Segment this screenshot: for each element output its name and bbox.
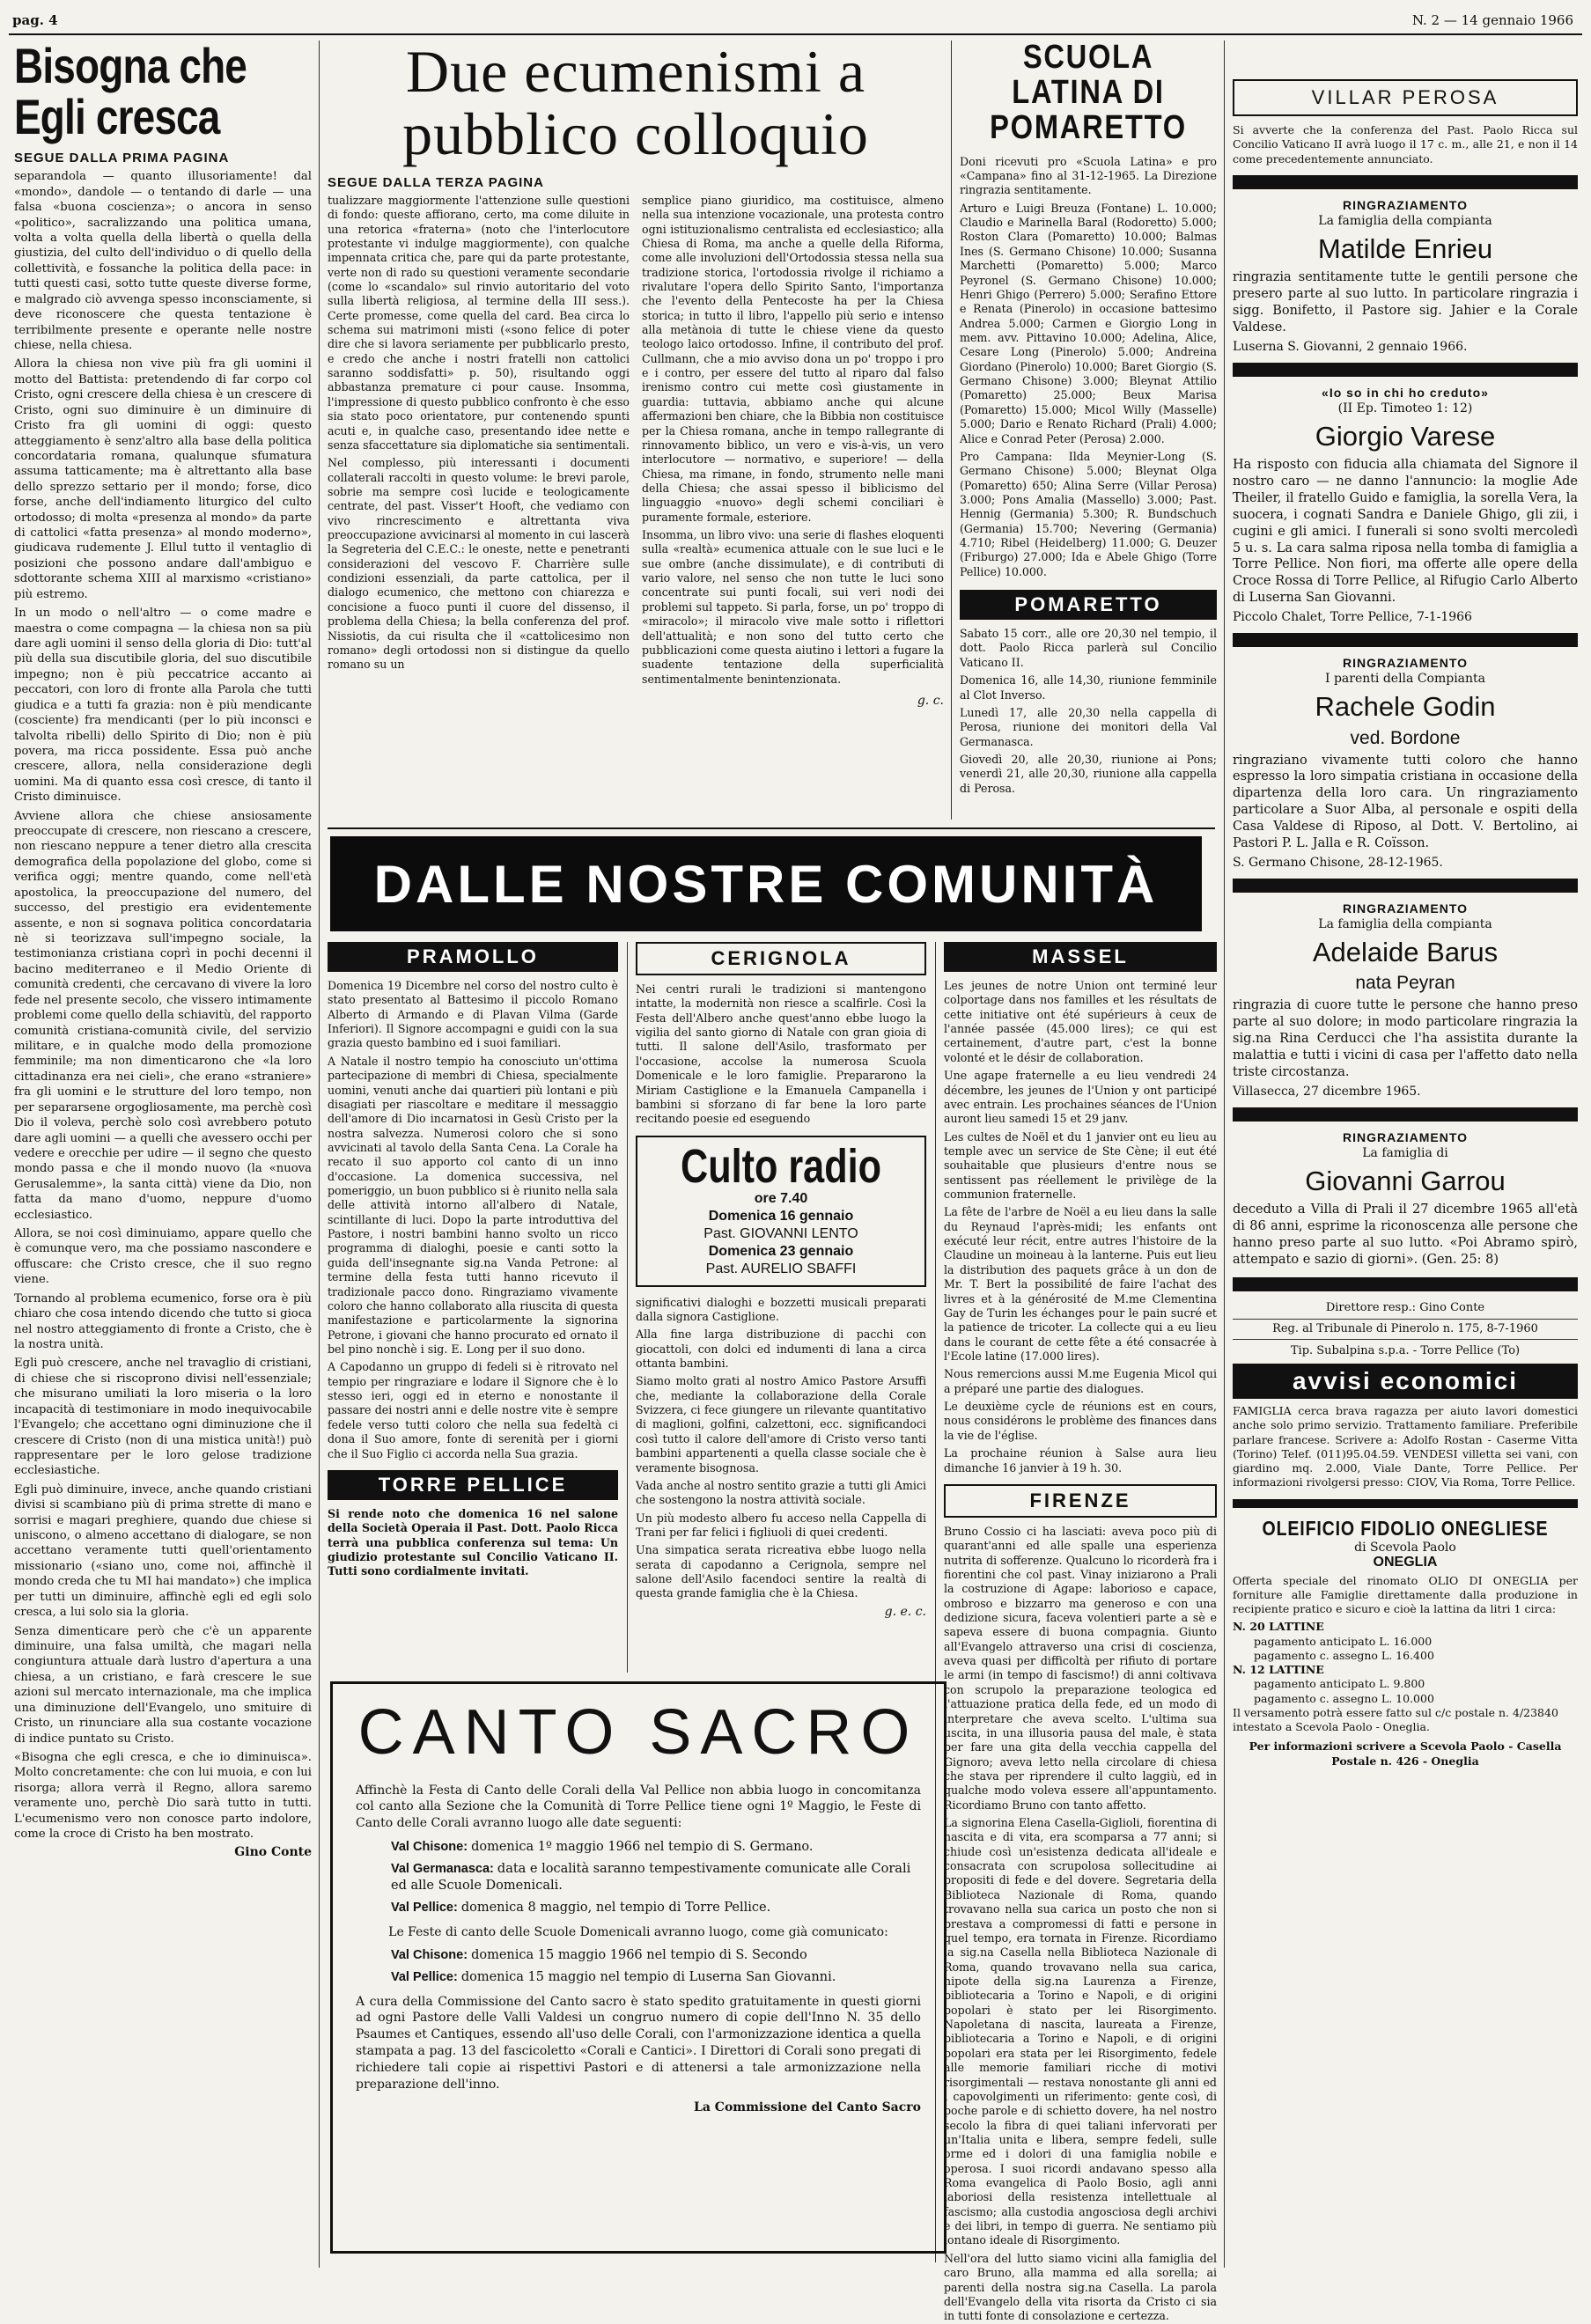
article-signature: Gino Conte: [234, 1845, 312, 1860]
announcement-subheading: La famiglia di: [1362, 1145, 1448, 1160]
paragraph: Nel complesso, più interessanti i documenti collaterali raccolti in questo volume: le brevi parole, sobrie ma sempre così lucide e teologicamente centrate, del past. Visser't Hooft, che vediamo con vivo rincrescimento e altrettanta viva preoccupazione avvicinarsi al momento in cui lascerà la Segreteria del C.E.C.: le oneste, nette e penetranti considerazioni del vescovo F. Charrière sulle condizioni essenziali, da parte cattolica, per il dialogo ecumenico, che mettono con chiarezza e concisione a fuoco punti il cuore del dissenso, il problema della Chiesa; la bella conferenza del prof. Nissiotis, da cui risulta che il «cattolicesimo non romano» degli ortodossi non si distingue da quello romano su un: [328, 456, 630, 672]
schedule-valley: Val Chisone:: [391, 1840, 472, 1855]
schedule-text: domenica 15 maggio 1966 nel tempio di S. Secondo: [471, 1948, 807, 1963]
firenze-header: FIRENZE: [944, 1484, 1217, 1518]
paragraph: Giovedì 20, alle 20,30, riunione ai Pons; venerdì 21, alle 20,30, riunione alla cappella di Perosa.: [960, 752, 1217, 795]
article-ecumenismi: [328, 40, 944, 815]
schedule-item: [356, 1839, 921, 1857]
announcement-name-detail: ved. Bordone: [1350, 727, 1461, 748]
article-body: [14, 169, 312, 1842]
announcement-heading: RINGRAZIAMENTO: [1342, 656, 1469, 670]
announcement-name: Matilde Enrieu: [1317, 232, 1493, 264]
paragraph: Nous remercions aussi M.me Eugenia Micol qui a préparé une partie des dialogues.: [944, 1367, 1217, 1395]
paragraph: Insomma, un libro vivo: una serie di flashes eloquenti sulla «realtà» ecumenica attuale con le sue luci e le sue ombre (anche dissimulate), e di contributi di vario valore, nel senso che non tutte le luci sono concentrate sui punti focali, sui veri nodi dei problemi sul tappeto. Si parla, forse, un po' troppo di «miracolo»; il miracolo vive male sotto i riflettori dell'attualità; e non sono del tutto certo che pubblicazioni come questa aiutino i lettori a fugare la suadente tentazione della superficialità sentimentalmente benintenzionata.: [642, 528, 944, 686]
culto-radio-title: Culto radio: [681, 1139, 881, 1193]
paragraph: Domenica 19 Dicembre nel corso del nostro culto è stato presentato al Battesimo il piccolo Romano Alberto di Armando e di Plavan Vilma (Garde Inferiori). Il Signore accompagni e guidi con la sua grazia questo bambino ed i suoi familiari.: [328, 979, 618, 1050]
announcement-heading: RINGRAZIAMENTO: [1342, 901, 1469, 916]
section-banner: [330, 836, 1202, 931]
announcement-text: ringrazia sentitamente tutte le gentili persone che presero parte al suo lutto. In particolare ringrazia i sigg. Bonifetto, il Pastore sig. Jahier e la Corale Valdese.: [1233, 270, 1578, 335]
paragraph: Allora, se noi così diminuiamo, appare quello che è comunque vero, ma che possiamo nascondere e offuscare: che Cristo cresce, che il suo regno viene.: [14, 1227, 312, 1287]
paragraph: Bruno Cossio ci ha lasciati: aveva poco più di quarant'anni ed alle spalle una esperienza nutrita di sofferenze. Qualcuno lo ricorderà fra i fiorentini che col past. Vinay iniziarono a Prali la costruzione di Agape: laborioso e capace, ombroso e bizzarro ma generoso e con una dedizione sicura, faceva volentieri parte a sè e sapeva essere di buona compagnia. Giunto all'Evangelo attraverso una crisi di coscienza, aveva quasi per difficoltà per rifiuto di portare le armi (in tempo di fascismo!) di anni coltivava con scrupolo la preparazione teologica ed l'attuazione pratica della fede, ed un modo di interpretare che aveva scelto. L'ultima sua uscita, in una illusoria pausa del male, è stata per fare una gita della vecchia cappella del Gignoro; aveva letto nella circolare di chiesa che stava per riprendere il culto laggiù, ed in qualche modo voleva essere all'appuntamento. Ricordiamo Bruno con tanto affetto.: [944, 1524, 1217, 1812]
separator-bar: [1233, 1499, 1578, 1508]
director-line: Direttore resp.: Gino Conte: [1325, 1300, 1485, 1314]
paragraph: Les jeunes de notre Union ont terminé leur colportage dans nos familles et les résultats de cette initiative ont été supérieurs à ceux de l'année passée (45.000 lires); ce qui est certainement, d'autre part, c'est la bonne volonté et le désir de collaboration.: [944, 979, 1217, 1064]
announcement-place-date: Piccolo Chalet, Torre Pellice, 7-1-1966: [1233, 610, 1472, 624]
scuola-body: [960, 155, 1217, 579]
villar-perosa-header: VILLAR PEROSA: [1233, 79, 1578, 116]
cerignola-signature: g. e. c.: [884, 1604, 926, 1619]
article-title: Due ecumenismi a pubblico colloquio: [402, 38, 869, 168]
article-kicker: SEGUE DALLA PRIMA PAGINA: [14, 151, 230, 166]
announcement-text: ringrazia di cuore tutte le persone che hanno preso parte al suo dolore; in modo particolare ringrazia la sig.na Rina Cerducci che l'ha assistita durante la malattia e tutti i vicini di casa per l'affetto dato nella triste circostanza.: [1233, 998, 1578, 1079]
announcement-subheading: (II Ep. Timoteo 1: 12): [1337, 401, 1473, 416]
canto-schedule-choirs: [356, 1839, 921, 1916]
announcement-heading: RINGRAZIAMENTO: [1342, 197, 1469, 212]
oleificio-footer: Per informazioni scrivere a Scevola Paolo - Casella Postale n. 426 - Oneglia: [1248, 1739, 1562, 1768]
scuola-latina-block: [960, 40, 1217, 820]
paragraph: Les cultes de Noël et du 1 janvier ont eu lieu au temple avec un service de Ste Cène; il eut été souhaitable que plusieurs d'entre nous se sentissent pas réellement le privilège de la communion fraternelle.: [944, 1129, 1217, 1202]
cerignola-body-cont: [636, 1296, 926, 1601]
canto-title: CANTO SACRO: [357, 1697, 919, 1768]
paragraph: Doni ricevuti pro «Scuola Latina» e pro «Campana» fino al 31-12-1965. La Direzione ringrazia sentitamente.: [960, 154, 1217, 197]
paragraph: La prochaine réunion à Salse aura lieu dimanche 16 janvier à 19 h. 30.: [944, 1446, 1217, 1475]
paragraph: Una simpatica serata ricreativa ebbe luogo nella serata di capodanno a Cerignola, sempre nel salone dell'Asilo facendoci sentire la realtà di questa grande famiglia che è la Chiesa.: [636, 1543, 926, 1600]
schedule-item: [356, 1861, 921, 1895]
culto-radio-time: ore 7.40: [754, 1190, 808, 1206]
cerignola-header: CERIGNOLA: [636, 942, 926, 975]
announcement-place-date: S. Germano Chisone, 28-12-1965.: [1233, 855, 1443, 870]
paragraph: Lunedì 17, alle 20,30 nella cappella di Perosa, riunione dei monitori della Val Germanasca.: [960, 705, 1217, 748]
announcements-list: [1233, 175, 1578, 1269]
oleificio-city: ONEGLIA: [1373, 1554, 1438, 1570]
paragraph: La fête de l'arbre de Noël a eu lieu dans la salle du Reynaud l'après-midi; les enfants ont exécuté leur récit, entre autres l'histoire de la Claudine un moineau à la lanterne. Puis eut lieu la distribution des paquets grâce à un don de Mr. T. Bert la possibilité de faire l'achat des livres et à la générosité de M.me Clementina Gay de Turin les échanges pour le pain sucré et la patience de tricoter. La collecte qui a eu lieu dans le courant de cette fête a été consacrée à l'Ecole latine (17.000 lires).: [944, 1205, 1217, 1363]
schedule-valley: Val Chisone:: [391, 1948, 472, 1963]
paragraph: separandola — quanto illusoriamente! dal «mondo», dandole — o tentando di darle — una falsa «buona coscienza»; o ancora in senso «politico», sacralizzando una politica umana, volta a volta quella della libertà o quella della giustizia, del culto dell'individuo o di quello della collettività, e fossanche la politica della pace: in tutti questi casi, sotto tutte queste diverse forme, e malgrado ciò avvenga spesso inconsciamente, si deve riconoscere che questa tentazione è terribilmente presente e operante nelle nostre chiese, nella chiesa.: [14, 170, 312, 352]
column-divider: [627, 942, 628, 1673]
page-number: pag. 4: [12, 12, 58, 28]
canto-intro: Affinchè la Festa di Canto delle Corali della Val Pellice non abbia luogo in concomitanza col canto alla Sezione che la Comunità di Torre Pellice tiene ogni 1º Maggio, le Feste di Canto delle Corali avranno luogo alle date seguenti:: [356, 1783, 921, 1831]
culto-radio-pastor2: Past. AURELIO SBAFFI: [705, 1261, 857, 1276]
massel-firenze-column: [944, 942, 1217, 2323]
pramollo-column: [328, 942, 618, 1664]
article-body-col1: [328, 194, 630, 690]
paragraph: significativi dialoghi e bozzetti musicali preparati dalla signora Castiglione.: [636, 1295, 926, 1323]
paragraph: Nei centri rurali le tradizioni si mantengono intatte, la modernità non riesce a scalfirle. Così la Festa dell'Albero anche quest'anno ebbe luogo la vigilia del santo giorno di Natale con gran gioia di tutti. Il salone dell'Asilo, trasformato per l'occasione, accolse la numerosa Scuola Domenicale e le loro famiglie. Prepararono la Miriam Castiglione e la Emanuela Campanella i bambini si sforzano di far bene la loro parte recitando poesie ed eseguendo: [636, 982, 926, 1126]
canto-closing: A cura della Commissione del Canto sacro è stato spedito gratuitamente in questi giorni ad ogni Pastore delle Valli Valdesi un congruo numero di copie dell'Inno N. 35 dello Psaumes et Cantiques, essendo all'uso delle Corali, con l'armonizzazione identica a quella stampata a pag. 13 del fascicoletto «Corali e Cantici». I Direttori di Corali sono pregati di richiedere tali copie ai rispettivi Pastori e di attenersi a tale armonizzazione nella preparazione dell'inno.: [356, 1994, 921, 2092]
paragraph: Une agape fraternelle a eu lieu vendredi 24 décembre, les jeunes de l'Union y ont participé avec entrain. Les prochaines séances de l'Union auront lieu samedi 15 et 29 janv.: [944, 1069, 1217, 1126]
paragraph: A Capodanno un gruppo di fedeli si è ritrovato nel tempio per ringraziare e lodare il Signore che è lo stesso ieri, oggi ed in eterno e nonostante il passare dei nostri anni e delle nostre vite è sempre fedele verso tutti coloro che nella sua fedeltà ci dona il Suo amore, fonte di serenità per i giorni che il Suo Figlio ci accorda nella Sua grazia.: [328, 1360, 618, 1460]
culto-radio-box: [636, 1136, 926, 1287]
schedule-text: domenica 8 maggio, nel tempio di Torre Pellice.: [460, 1900, 771, 1915]
announcement-name: Adelaide Barus: [1312, 936, 1499, 967]
column-divider: [319, 40, 320, 2268]
cerignola-column: [636, 942, 926, 1664]
separator-bar: [1233, 175, 1578, 189]
paragraph: Le deuxième cycle de réunions est en cours, nous considérons le problème des finances dans la vie de l'église.: [944, 1400, 1217, 1442]
announcement-name: Giorgio Varese: [1315, 420, 1496, 452]
paragraph: Un più modesto albero fu acceso nella Cappella di Trani per far felici i figliuoli di quei credenti.: [636, 1511, 926, 1539]
paragraph: Senza dimenticare però che c'è un apparente diminuire, una falsa umiltà, che magari nella congiuntura attuale darà lustro d'apertura a una chiesa, a un cristiano, e farà crescere le sue azioni sul mercato internazionale, ma che implica una diminuzione dell'Evangelo, uno smituire di Cristo, un rinunciare alla sua costante vocazione di indice puntato su Cristo.: [14, 1624, 312, 1746]
schedule-valley: Val Pellice:: [391, 1969, 461, 1984]
schedule-item: [356, 1900, 921, 1917]
paragraph: Alla fine larga distribuzione di pacchi con giocattoli, con dolci ed indumenti di lana a circa ottanta bambini.: [636, 1327, 926, 1371]
announcement-name-detail: nata Peyran: [1355, 973, 1455, 994]
oleificio-prices: [1233, 1620, 1578, 1734]
price-line: pagamento c. assegno L. 10.000: [1254, 1691, 1434, 1705]
massel-header: MASSEL: [944, 942, 1217, 972]
banner-text: DALLE NOSTRE COMUNITÀ: [373, 854, 1159, 914]
firenze-body: [944, 1525, 1217, 2324]
announcement-text: deceduto a Villa di Prali il 27 dicembre 1965 all'età di 86 anni, esprime la riconoscenza alle persone che hanno preso parte al suo lutto. «Poi Abramo spirò, attempato e sazio di giorni». (Gen. 25: 8): [1233, 1202, 1578, 1267]
paragraph: In un modo o nell'altro — o come madre e maestra o come compagna — la chiesa non sa più dare agli uomini il senso della gloria di Dio: tutt'al più della sua discutibile gloria, del suo discutibile impegno; non è più peccatrice accanto ai peccatori, con loro di fronte alla Parola che tutti giudica e a tutti fa grazia: non è più mendicante (cosciente) fra mendicanti (per lo più inconsci e talvolta ribelli) dello Spirito di Dio; non è più povera, ma ricca possidente. Essa può anche crescere, allora, nella considerazione degli uomini. Ma di quanto essa così cresce, di tanto il Cristo diminuisce.: [14, 607, 312, 805]
paragraph: Allora la chiesa non vive più fra gli uomini il motto del Battista: pretendendo di far corpo col Cristo, ogni crescere della chiesa è un crescere di Cristo, ogni suo diminuire è un diminuire di Cristo fra gli uomini di oggi: questo atteggiamento è senz'altro alla base della politica concordataria romana, qualunque sfumatura assuma tatticamente; ma è altrettanto alla base dello sprezzo settario per il mondo; forse, dico forse, anche dell'indiamento liturgico del culto ortodosso; di molta «presenza al mondo» da parte di cattolici «fatta presenza» al mondo moderno», giudicava rudemente J. Ellul tutto il ventaglio di posizioni che possono andare dall'ambiguo e sdottorante schema XIII al marxismo «cristiano» più estremo.: [14, 357, 312, 601]
column-divider: [951, 40, 952, 820]
paragraph: Egli può crescere, anche nel travaglio di cristiani, di chiese che si riscoprono divisi nell'essenziale; che misurano umiliati la loro miseria o la loro incapacità di testimoniare in modo inequivocabile l'Evangelo; che accettano ogni diminuzione che il crescere di Cristo (non di una mistica unità!) può rappresentare per le loro gelose tradizione ecclesiastiche.: [14, 1357, 312, 1478]
oleificio-sub: di Scevola Paolo: [1354, 1540, 1456, 1555]
culto-radio-date2: Domenica 23 gennaio: [708, 1243, 854, 1259]
paragraph: Tornando al problema ecumenico, forse ora è più chiaro che cosa intendo dicendo che tutto si gioca nel nostro atteggiamento di fronte a Cristo, che è la nostra unità.: [14, 1291, 312, 1351]
paragraph: Vada anche al nostro sentito grazie a tutti gli Amici che sostengono la nostra attività sociale.: [636, 1478, 926, 1507]
massel-body: [944, 979, 1217, 1475]
announcement-heading: RINGRAZIAMENTO: [1342, 1129, 1469, 1144]
announcement-text: ringraziano vivamente tutti coloro che hanno espresso la loro simpatia cristiana in occasione della dipartenza della loro cara. Un ringraziamento particolare a Suor Alba, al personale e ospiti della Casa Valdese di Riposo, al Dott. V. Bertolino, ai Pastori P. L. Jalla e R. Coïsson.: [1233, 753, 1578, 850]
cerignola-body: [636, 982, 926, 1127]
announcement-name: Rachele Godin: [1315, 691, 1496, 722]
oleificio-text: Offerta speciale del rinomato OLIO DI ONEGLIA per forniture alle Famiglie direttamente dalla produzione in recipiente pratico e sicuro e cioè la lattina da litri 1 circa:: [1233, 1573, 1578, 1616]
price-line: N. 12 LATTINE: [1233, 1663, 1324, 1677]
culto-radio-date1: Domenica 16 gennaio: [708, 1208, 854, 1224]
pomaretto-body: [960, 627, 1217, 796]
canto-middle: Le Feste di canto delle Scuole Domenicali avranno luogo, come già comunicato:: [388, 1924, 888, 1939]
paragraph: Nell'ora del lutto siamo vicini alla famiglia del caro Bruno, alla mamma ed alla sorella; ai parenti della nostra sig.na Casella. La parola dell'Evangelo della vita risorta da Cristo ci sia in tutti fonte di consolazione e certezza.: [944, 2251, 1217, 2323]
torre-pellice-body: Si rende noto che domenica 16 nel salone della Società Operaia il Past. Dott. Paolo Ricca terrà una pubblica conferenza sul tema: Un giudizio protestante sul Concilio Vaticano II. Tutti sono cordialmente invitati.: [328, 1506, 618, 1578]
top-rule: [9, 33, 1582, 35]
schedule-text: domenica 1º maggio 1966 nel tempio di S. Germano.: [471, 1840, 814, 1855]
schedule-item: [356, 1947, 921, 1965]
article-body-col2: [642, 194, 944, 690]
printer-line: Tip. Subalpina s.p.a. - Torre Pellice (To): [1290, 1343, 1521, 1357]
announcement-subheading: La famiglia della compianta: [1318, 213, 1492, 228]
sidebar: [1233, 79, 1578, 2267]
villar-perosa-text: Si avverte che la conferenza del Past. Paolo Ricca sul Concilio Vaticano II avrà luogo il 17 c. m., alle 21, e non il 14 come precedentemente annunciato.: [1233, 123, 1578, 165]
announcement-subheading: La famiglia della compianta: [1318, 916, 1492, 931]
avvisi-text: FAMIGLIA cerca brava ragazza per aiuto lavori domestici anche solo primo servizio. Trattamento familiare. Preferibile parlare francese. Scrivere a: Adolfo Rostan - Caserme Vitta (Torino) Telef. (011)95.04.59. VENDESI villetta sei vani, con giardino mq. 2.000, Viale Dante, Torre Pellice. Per informazioni rivolgersi presso: CIOV, Via Roma, Torre Pellice.: [1233, 1404, 1578, 1489]
canto-schedule-sunday-schools: [356, 1947, 921, 1986]
paragraph: semplice piano giuridico, ma costituisce, almeno nella sua intenzione vocazionale, una protesta contro ogni istituzionalismo centralista ed ecclesiastico; alla Chiesa di Roma, ma anche a quelle della Riforma, come alle involuzioni dell'Ortodossia stessa nella sua tradizione storica, l'ortodossia rivolge il richiamo a rivalutare l'opera dello Spirito Santo, l'importanza che l'evento della Pentecoste ha per la Chiesa storica; in tutto il libro, l'appello più serio e intenso alla metànoia di tutte le chiese viene da questo teologo laico ortodosso. Infine, il contributo del prof. Cullmann, che a mio avviso dona un po' troppo i pro e i contro, per essere del tutto al riparo dal falso irenismo contro cui mette così giustamente in guardia: tuttavia, abbiamo anche qui alcune affermazioni ben chiare, che la Bibbia non costituisce per la Chiesa romana, anche in tempo rallegrante di rinnovamento biblico, un vero e vis-à-vis, un vero interlocutore — normativo, e superiore! — della Chiesa, ma rimane, in fondo, strumento nelle mani della Chiesa; che assai spesso il biblicismo del linguaggio «nuovo» degli schemi conciliari è puramente formale, esteriore.: [642, 193, 944, 524]
article-title-line1: Bisogna che: [14, 38, 247, 93]
schedule-text: domenica 15 maggio nel tempio di Luserna San Giovanni.: [460, 1969, 836, 1984]
separator-bar: [1233, 879, 1578, 893]
paragraph: A Natale il nostro tempio ha conosciuto un'ottima partecipazione di membri di Chiesa, specialmente uomini, venuti anche dai quartieri più lontani e più disagiati per riascoltare e meditare il messaggio dell'amore di Dio incarnatosi in Gesù Cristo per la nostra salvezza. Numerosi coloro che si sono avvicinati al tavolo della Santa Cena. La Corale ha recato il suo apporto col canto di un inno d'occasione. La domenica successiva, nel pomeriggio, un buon pubblico si è riunito nella sala delle attività intorno all'albero di Natale, scintillante di luci. Dopo la parte introduttiva del Pastore, i nostri bambini hanno svolto un ricco programma di dialoghi, poesie e canti sotto la guida dell'insegnante sig.na Vanda Petrone: al termine della festa tutti hanno ricevuto il tradizionale pacco dono. Ringraziamo vivamente coloro che hanno collaborato alla riuscita di questa manifestazione e particolarmente la signorina Petrone, i giovani che hanno procurato ed ornato il bel pino nonchè i sig. E. Long per il suo dono.: [328, 1054, 618, 1356]
column-divider: [1224, 40, 1225, 2268]
separator-bar: [1233, 1277, 1578, 1291]
article-kicker: SEGUE DALLA TERZA PAGINA: [328, 174, 544, 190]
schedule-valley: Val Pellice:: [391, 1900, 461, 1915]
separator-bar: [1233, 633, 1578, 647]
paragraph: Avviene allora che chiese ansiosamente preoccupate di crescere, non riescano a crescere, non riescano neppure a tener dietro alla crescita demografica della popolazione del globo, come si verifica oggi; mentre quando, come nell'età apostolica, la preoccupazione del numero, del successo, del prestigio era evidentemente assente, e non si sognava politica concordataria nè si teorizzava sull'impegno sociale, la testimonianza cristiana coprì in pochi decenni il bacino mediterraneo e il Medio Oriente di comunità credenti, che cercavano di vivere la loro fede nel presente secolo, che vissero intimamente problemi come quello della schiavitù, del rapporto comunità cristiana-comunità civile, del servizio militare, e in qualche modo della promozione femminile; ma non dimenticarono che «la loro cittadinanza era nei cieli», che erano «straniere» fra gli uomini e le strutture del loro tempo, non per separarsene orgogliosamente, ma perchè così Dio il voleva, perchè solo così avrebbero potuto dare agli uomini — a quelli che avessero occhi per vedere e orecchie per udire — il segno che questo mondo passa e che il mondo nuovo (la «nuova Gerusalemme», la santa città) viene da Dio, non fatta da mano d'uomo, neppure d'uomo ecclesiastico.: [14, 809, 312, 1222]
price-line: pagamento c. assegno L. 16.400: [1254, 1648, 1434, 1662]
avvisi-header: avvisi economici: [1233, 1364, 1578, 1399]
culto-radio-pastor1: Past. GIOVANNI LENTO: [703, 1225, 858, 1241]
article-signature: g. c.: [917, 694, 944, 708]
section-rule: [328, 827, 1215, 829]
paragraph: Arturo e Luigi Breuza (Fontane) L. 10.000; Claudio e Marinella Baral (Rodoretto) 5.000; Roston Clara (Pomaretto) 10.000; Balmas Ines (S. Germano Chisone) 10.000; Susanna Marchetti (Pomaretto) 5.000; Marco Peyronel (S. Germano Chisone) 10.000; Henri Ghigo (Perrero) 5.000; Serafino Ettore e Renata (Pinerolo) in occasione battesimo Andrea 5.000; Carmen e Giorgio Long in mem. avv. Pittavino 10.000; Adelina, Alice, Cesare Long (Pinerolo) 5.000; Andreina Giordano (Pinerolo) 10.000; Baret Giorgio (S. Germano Chisone) 3.000; Bleynat Attilio (Pomaretto) 25.000; Beux Marisa (Pomaretto) 15.000; Micol Willy (Masselle) 5.000; Dario e Renato Richard (Prali) 4.000; Alice e Conrad Peter (Perosa) 2.000.: [960, 201, 1217, 445]
article-title-line2: Egli cresca: [14, 88, 220, 144]
paragraph: tualizzare maggiormente l'attenzione sulle questioni di fondo: queste affiorano, certo, ma come diluite in una retorica «fraterna» (noto che l'interlocutore protestante vi indulge maggiormente), con qualche impennata critica che, pare qui da parte protestante, verte non di rado su questioni veramente secondarie (come lo «scandalo» sul rinvio autoritario del voto sulla libertà religiosa, al termine della III sess.). Certe promesse, come quella del card. Bea circa lo schema sui matrimoni misti («sono felice di poter dire che si lavora seriamente per pubblicarlo presto, e credo che anche i nostri fratelli non cattolici saranno soddisfatti» p. 50), risultando oggi abbastanza premature ci pour cause. Insomma, l'impressione di questo pubblico confronto è che esso sia stato poco orientatore, pur contenendo spunti acuti e, in qualche caso, presentando idee nette e senza sfaccettature sia diplomatiche sia sentimentali.: [328, 193, 630, 452]
canto-sacro-box: [330, 1681, 946, 2254]
paragraph: La signorina Elena Casella-Giglioli, fiorentina di nascita e di vita, era scomparsa a 77 anni; si chiude così un'esistenza dedicata all'ideale e consacrata con scrupolosa sollecitudine ai propositi di fede e del dovere. Segretaria della Biblioteca Nazionale di Roma, quando trovavano nella sua carica un posto che non si prestava a compromessi di fatti e persone in quel tempo, era tornata in Firenze. Ricordiamo la sig.na Casella nella Biblioteca Nazionale di Roma, quando trovavano nella sua carica, nipote della sig.na Laurenza a Firenze, bibliotecaria a Torino e Napoli, e di origini popolari è stato per lei Risorgimento. Napoletana di nascita, laureata a Firenze, bibliotecaria a Torino e Napoli, e di origini popolari era stata per lei Risorgimento, fedele alle memorie familiari ricche di motivi risorgimentali — restava nonostante gli anni ed i capovolgimenti un riferimento: gente così, di poche parole e di schietto dovere, ha nel nostro secolo la fibra di quei taliani infervorati per un'Italia unita e libera, sempre fedeli, sulle orme ed i dolori di una famiglia nobile e operosa. I suoi ricordi andavano spesso alla Roma evangelica di Paolo Bosio, agli anni laboriosi della resistenza intellettuale al fascismo; alla custodia angosciosa degli archivi e dei libri, in tempo di guerra. Ne sentiamo più lontano ideale di Risorgimento.: [944, 1816, 1217, 2247]
price-line: pagamento anticipato L. 16.000: [1254, 1634, 1433, 1648]
price-line: N. 20 LATTINE: [1233, 1620, 1324, 1634]
announcement-subheading: I parenti della Compianta: [1324, 672, 1486, 686]
paragraph: Sabato 15 corr., alle ore 20,30 nel tempio, il dott. Paolo Ricca parlerà sul Concilio Vaticano II.: [960, 627, 1217, 669]
announcement-name: Giovanni Garrou: [1305, 1165, 1506, 1196]
oleificio-title: OLEIFICIO FIDOLIO ONEGLIESE: [1262, 1516, 1549, 1540]
schedule-item: [356, 1969, 921, 1987]
pramollo-header: PRAMOLLO: [328, 942, 618, 972]
schedule-text: data e località saranno tempestivamente comunicate alle Corali ed alle Scuole Domenicali.: [391, 1861, 911, 1894]
separator-bar: [1233, 363, 1578, 377]
pramollo-body: [328, 979, 618, 1461]
announcement-place-date: Villasecca, 27 dicembre 1965.: [1233, 1084, 1421, 1099]
canto-signature: La Commissione del Canto Sacro: [694, 2100, 921, 2114]
pomaretto-header: POMARETTO: [960, 590, 1217, 620]
paragraph: Domenica 16, alle 14,30, riunione femminile al Clot Inverso.: [960, 673, 1217, 702]
announcement-place-date: Luserna S. Giovanni, 2 gennaio 1966.: [1233, 339, 1468, 354]
separator-bar: [1233, 1107, 1578, 1122]
announcement-text: Ha risposto con fiducia alla chiamata del Signore il nostro caro — ne danno l'annuncio: la moglie Ade Theiler, il fratello Guido e famiglia, la sorella Vera, la suocera, i cognati Sandra e Daniele Ghigo, gli zii, i cugini e gli amici. I funerali si sono svolti mercoledì 5 u. s. La cara salma riposa nella tomba di famiglia a Torre Pellice. Non fiori, ma offerte alle opere della Croce Rossa di Torre Pellice, al Rifugio Carlo Alberto di Luserna San Giovanni.: [1233, 458, 1578, 606]
paragraph: Egli può diminuire, invece, anche quando cristiani divisi si scambiano più di prima strette di mano e sorrisi e magari preghiere, quando due chiese si uniscono, o almeno accettano di dialogare, se non accettano veramente tutti quell'orientamento missionario («siano uno, come noi, affinchè il mondo creda che tu MI hai mandato») che implica per tutti un diminuire, affinchè egli ed egli solo cresca, a lui solo sia la gloria.: [14, 1482, 312, 1620]
scuola-title: SCUOLA LATINA DI POMARETTO: [990, 39, 1187, 146]
torre-pellice-header: TORRE PELLICE: [328, 1470, 618, 1500]
price-line: pagamento anticipato L. 9.800: [1254, 1677, 1425, 1691]
price-line: Il versamento potrà essere fatto sul c/c postale n. 4/23840 intestato a Scevola Paolo - Oneglia.: [1233, 1705, 1558, 1734]
paragraph: Pro Campana: Ilda Meynier-Long (S. Germano Chisone) 5.000; Bleynat Olga (Pomaretto) 650; Alina Serre (Villar Perosa) 3.000; Pons Amalia (Massello) 3.000; Past. Hennig (Germania) 5.300; R. Bundschuch (Germania) 15.700; Nevering (Germania) 4.710; Ribel (Heidelberg) 11.000; G. Deuzer (Friburgo) 27.000; Ida e Abele Ghigo (Torre Pellice) 10.000.: [960, 449, 1217, 578]
issue-date: N. 2 — 14 gennaio 1966: [1411, 12, 1573, 28]
article-bisogna: [14, 40, 312, 2268]
paragraph: «Bisogna che egli cresca, e che io diminuisca». Molto concretamente: che con lui muoia, e con lui risorga; allora verrà il Regno, allora saremo veramente uno, perchè Dio sarà tutto in tutti. L'ecumenismo vero non conosce parto indolore, come la croce di Cristo ha ben mostrato.: [14, 1750, 312, 1842]
announcement-heading: «Io so in chi ho creduto»: [1322, 385, 1489, 400]
schedule-valley: Val Germanasca:: [391, 1861, 497, 1876]
registration-line: Reg. al Tribunale di Pinerolo n. 175, 8-7-1960: [1233, 1319, 1578, 1340]
paragraph: Siamo molto grati al nostro Amico Pastore Arsuffi che, mediante la collaborazione della Corale Svizzera, ci fece giungere un rilevante quantitativo di maglioni, golfini, calzettoni, ecc. significandoci così tutto il calore dell'amore di Cristo verso tanti bambini appartenenti a quella classe sociale che è veramente bisognosa.: [636, 1374, 926, 1475]
